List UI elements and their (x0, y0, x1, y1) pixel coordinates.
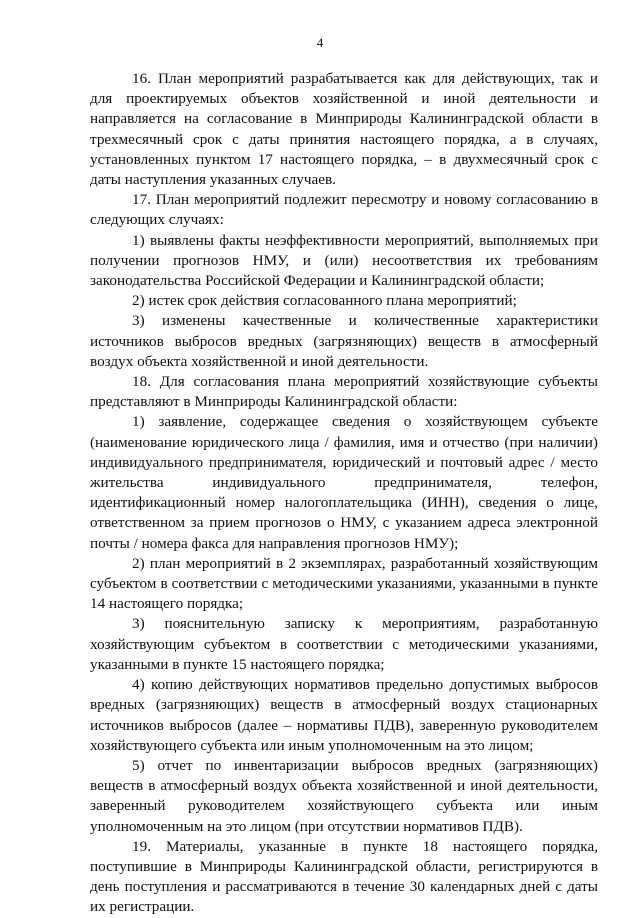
paragraph-17-item-2: 2) истек срок действия согласованного плана мероприятий; (132, 292, 517, 310)
paragraph-18: 18. Для согласования плана мероприятий хозяйствующие субъекты представляют в Минприроды Калининградской области: (90, 373, 598, 411)
paragraph-18-item-2: 2) план мероприятий в 2 экземплярах, разработанный хозяйствующим субъектом в соответствии с методическими указаниями, указанными в пункте 14 настоящего порядка; (90, 554, 598, 613)
paragraph-19: 19. Материалы, указанные в пункте 18 настоящего порядка, поступившие в Минприроды Калининградской области, регистрируются в день поступления и рассматриваются в течение 30 календарных дней с даты их регистрации. (90, 837, 598, 916)
paragraph-17: 17. План мероприятий подлежит пересмотру и новому согласованию в следующих случаях: (90, 191, 598, 229)
document-body (90, 69, 598, 918)
paragraph-16: 16. План мероприятий разрабатывается как для действующих, так и для проектируемых объектов хозяйственной и иной деятельности и направляется на согласование в Минприроды Калининградской области в трехмесячный срок с даты принятия настоящего порядка, а в случаях, установленных пунктом 17 настоящего порядка, – в двухмесячный срок с даты наступления указанных случаев. (90, 70, 598, 189)
paragraph-17-item-1: 1) выявлены факты неэффективности мероприятий, выполняемых при получении прогнозов НМУ, и (или) несоответствия их требованиям законодательства Российской Федерации и Калининградской области; (90, 231, 598, 290)
paragraph-17-item-3: 3) изменены качественные и количественные характеристики источников выбросов вредных (загрязняющих) веществ в атмосферный воздух объекта хозяйственной и иной деятельности. (90, 312, 598, 370)
paragraph-18-item-5: 5) отчет по инвентаризации выбросов вредных (загрязняющих) веществ в атмосферный воздух объекта хозяйственной и иной деятельности, заверенный руководителем хозяйствующего субъекта или иным уполномоченным на это лицом (при отсутствии нормативов ПДВ). (90, 756, 598, 835)
paragraph-18-item-3: 3) пояснительную записку к мероприятиям, разработанную хозяйствующим субъектом в соответствии с методическими указаниями, указанными в пункте 15 настоящего порядка; (90, 615, 598, 673)
paragraph-18-item-4: 4) копию действующих нормативов предельно допустимых выбросов вредных (загрязняющих) веществ в атмосферный воздух стационарных источников выбросов (далее – нормативы ПДВ), заверенную руководителем хозяйствующего субъекта или иным уполномоченным на это лицом; (90, 676, 598, 754)
paragraph-18-item-1: 1) заявление, содержащее сведения о хозяйствующем субъекте (наименование юридического лица / фамилия, имя и отчество (при наличии) индивидуального предпринимателя, юридический и почтовый адрес / место жительства индивидуального предпринимателя, телефон, идентификационный номер налогоплательщика (ИНН), сведения о лице, ответственном за прием прогнозов о НМУ, с указанием адреса электронной почты / номера факса для направления прогнозов НМУ); (90, 413, 598, 552)
page-number: 4 (316, 35, 324, 50)
